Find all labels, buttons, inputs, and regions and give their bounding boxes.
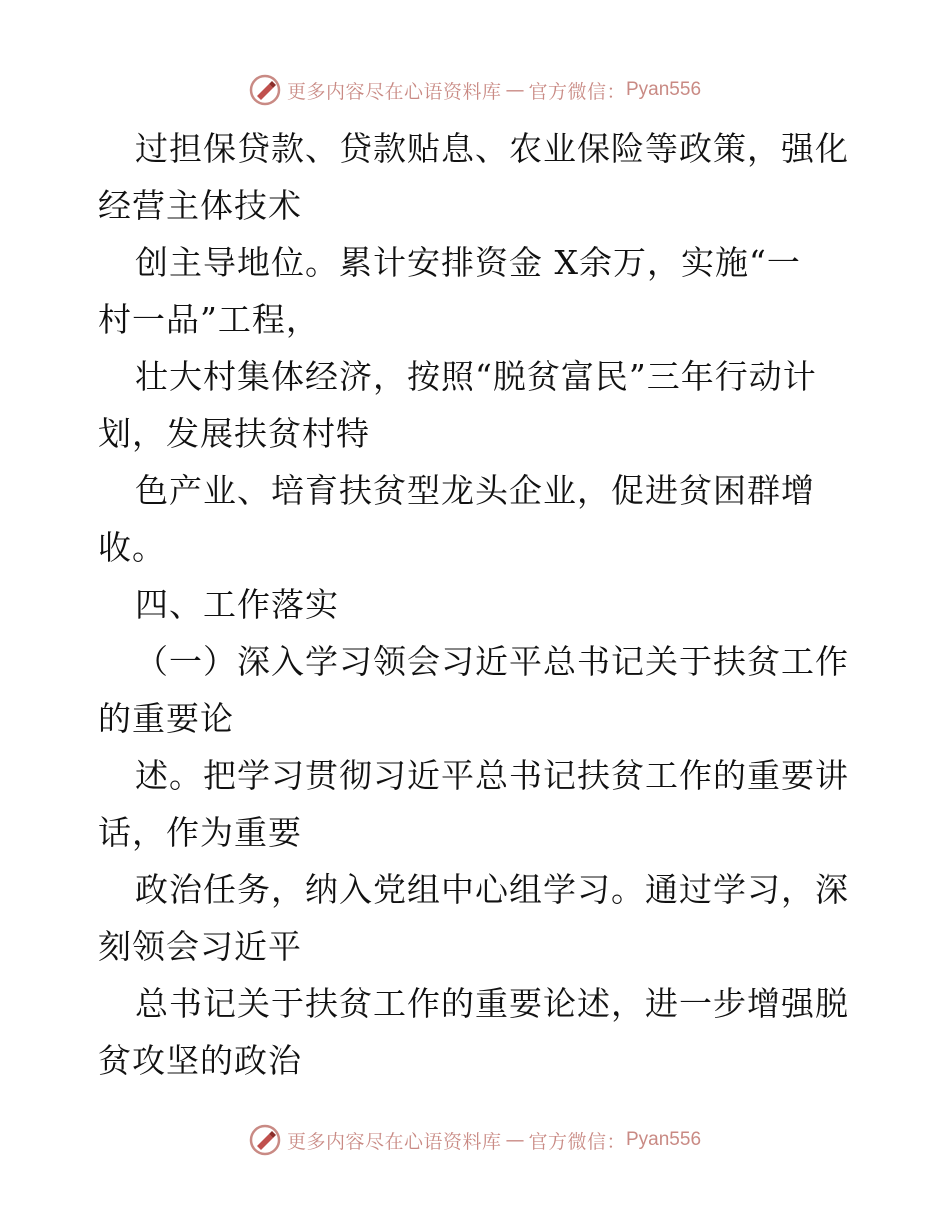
paragraph-line: 刻领会习近平 <box>98 927 302 966</box>
paragraph <box>98 348 858 462</box>
paragraph-line: 总书记关于扶贫工作的重要论述，进一步增强脱 <box>135 984 849 1023</box>
paragraph-line: 政治任务，纳入党组中心组学习。通过学习，深 <box>135 870 849 909</box>
watermark-separator: — <box>505 1129 525 1151</box>
paragraph-line: 划，发展扶贫村特 <box>98 414 370 453</box>
paragraph-line: 的重要论 <box>98 699 234 738</box>
watermark-text: 更多内容尽在心语资料库 <box>286 1130 502 1153</box>
footer-watermark <box>0 1120 950 1160</box>
paragraph <box>98 861 858 975</box>
paragraph-line: 收。 <box>98 528 166 567</box>
paragraph <box>98 234 858 348</box>
watermark-official-label: 官方微信： <box>528 80 626 103</box>
paragraph <box>98 462 858 576</box>
paragraph-line: 过担保贷款、贷款贴息、农业保险等政策，强化 <box>135 129 849 168</box>
watermark-text: 更多内容尽在心语资料库 <box>286 80 502 103</box>
paragraph-line: 经营主体技术 <box>98 186 302 225</box>
section-heading-text: 四、工作落实 <box>135 585 339 624</box>
paragraph-line: 色产业、培育扶贫型龙头企业，促进贫困群增 <box>135 471 815 510</box>
paragraph-line: 村一品”工程， <box>98 300 320 339</box>
paragraph <box>98 975 858 1089</box>
watermark-official-label: 官方微信： <box>528 1130 626 1153</box>
paragraph-line: 述。把学习贯彻习近平总书记扶贫工作的重要讲 <box>135 756 849 795</box>
paragraph-line: 创主导地位。累计安排资金 X余万，实施“一 <box>135 243 801 282</box>
paragraph <box>98 633 858 747</box>
document-body <box>98 120 858 1089</box>
logo-icon <box>249 74 281 106</box>
header-watermark <box>0 70 950 110</box>
section-heading <box>98 576 858 633</box>
logo-icon <box>249 1124 281 1156</box>
watermark-separator: — <box>505 79 525 101</box>
paragraph-line: （一）深入学习领会习近平总书记关于扶贫工作 <box>135 642 849 681</box>
paragraph-line: 贫攻坚的政治 <box>98 1041 302 1080</box>
paragraph-line: 话，作为重要 <box>98 813 302 852</box>
paragraph <box>98 120 858 234</box>
watermark-account: Pyan556 <box>626 1129 702 1150</box>
paragraph <box>98 747 858 861</box>
paragraph-line: 壮大村集体经济，按照“脱贫富民”三年行动计 <box>135 357 817 396</box>
watermark-account: Pyan556 <box>626 79 702 100</box>
